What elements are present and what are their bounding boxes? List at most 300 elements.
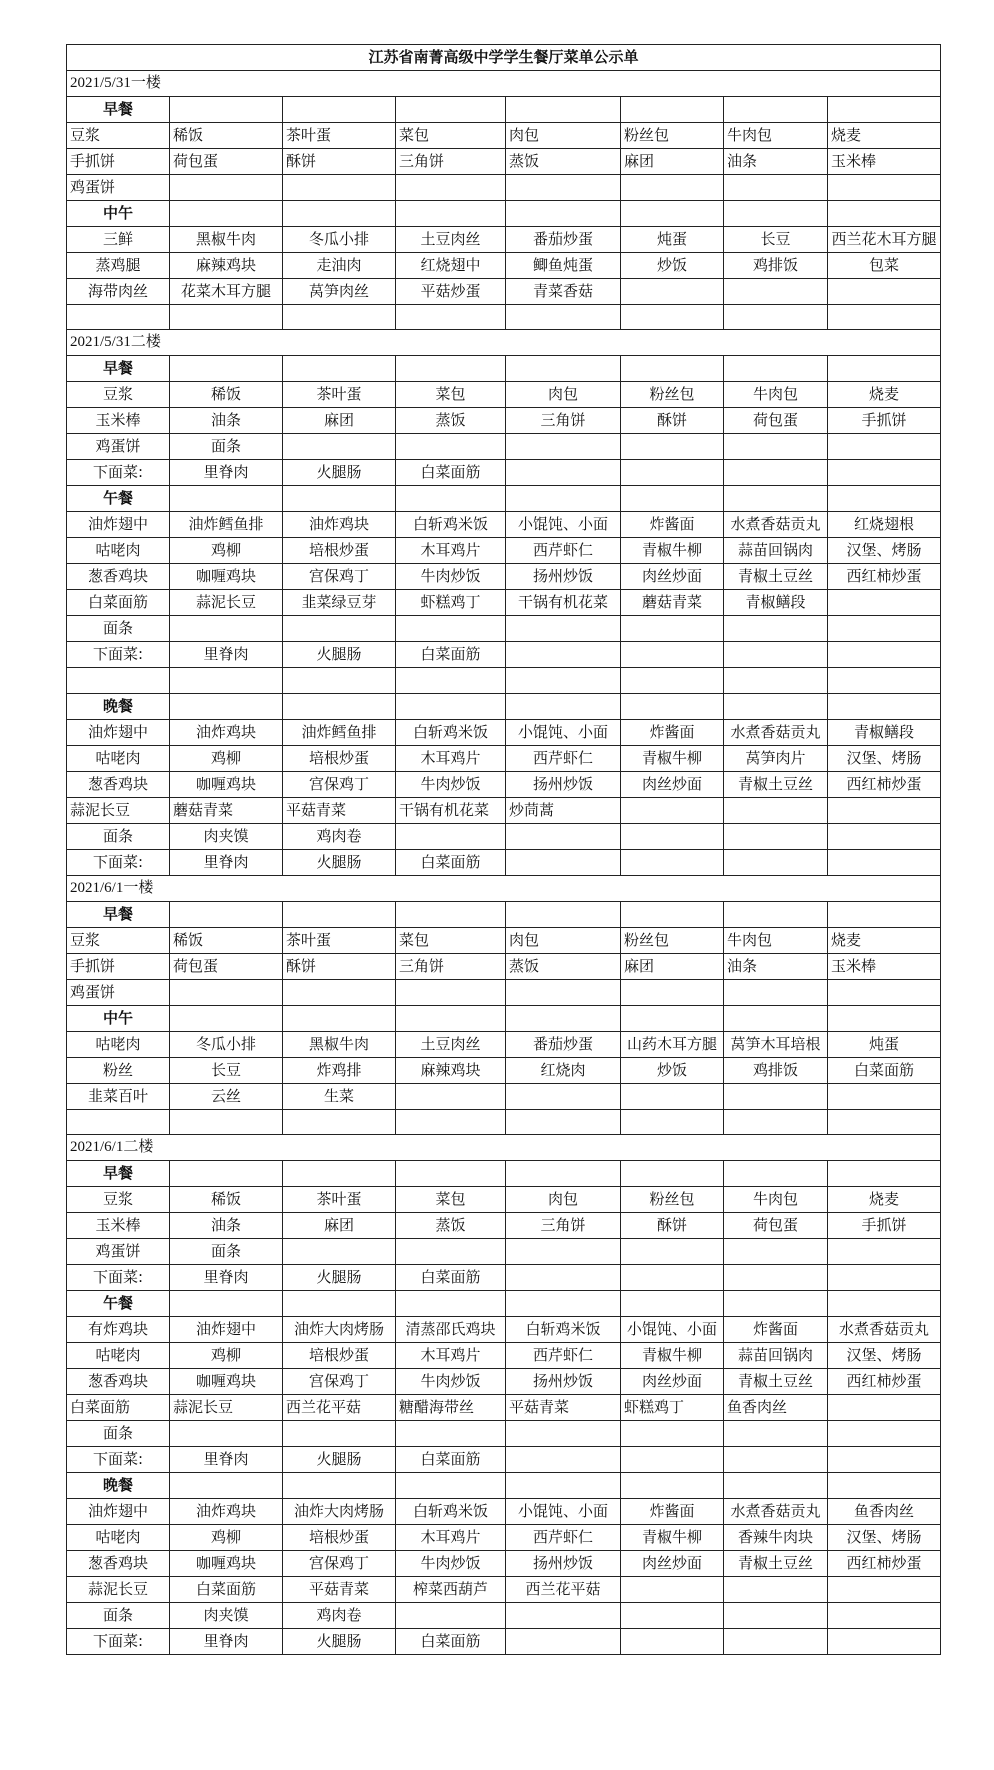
menu-cell: 菜包 [396,382,506,408]
menu-cell: 青椒鳝段 [828,719,941,745]
menu-cell: 西兰花木耳方腿 [828,227,941,253]
menu-cell [621,279,724,305]
menu-cell: 面条 [67,823,170,849]
menu-cell: 长豆 [724,227,828,253]
menu-cell: 葱香鸡块 [67,771,170,797]
menu-cell: 稀饭 [170,927,283,953]
menu-cell: 宫保鸡丁 [283,1369,396,1395]
empty-cell [506,1161,621,1187]
menu-cell: 玉米棒 [67,408,170,434]
menu-cell [828,1083,941,1109]
empty-cell [170,1005,283,1031]
menu-cell [396,175,506,201]
menu-cell [506,849,621,875]
menu-cell [724,279,828,305]
table-row [67,823,941,849]
menu-cell: 蒸鸡腿 [67,253,170,279]
menu-cell [396,1603,506,1629]
menu-cell: 鸡柳 [170,1525,283,1551]
menu-cell: 鸡排饭 [724,1057,828,1083]
menu-cell [506,1629,621,1655]
table-row [67,771,941,797]
menu-cell [170,1421,283,1447]
menu-cell: 牛肉包 [724,123,828,149]
menu-cell: 培根炒蛋 [283,745,396,771]
menu-cell: 咖喱鸡块 [170,564,283,590]
menu-cell [828,1395,941,1421]
table-row [67,745,941,771]
menu-cell [724,616,828,642]
menu-cell: 三角饼 [396,149,506,175]
empty-cell [724,356,828,382]
menu-cell: 青椒牛柳 [621,1525,724,1551]
menu-cell: 木耳鸡片 [396,538,506,564]
menu-cell: 小馄饨、小面 [506,719,621,745]
menu-cell: 海带肉丝 [67,279,170,305]
menu-cell: 下面菜: [67,1629,170,1655]
meal-label: 晚餐 [67,693,170,719]
menu-cell: 油条 [170,1213,283,1239]
menu-cell [621,460,724,486]
table-row [67,1239,941,1265]
menu-cell: 手抓饼 [67,953,170,979]
table-row [67,979,941,1005]
menu-cell: 蒸饭 [506,149,621,175]
menu-cell: 荷包蛋 [724,1213,828,1239]
menu-cell [396,434,506,460]
menu-cell: 番茄炒蛋 [506,1031,621,1057]
empty-cell [506,486,621,512]
menu-cell [828,642,941,668]
menu-cell [828,616,941,642]
menu-cell: 扬州炒饭 [506,771,621,797]
menu-cell: 炸酱面 [621,719,724,745]
menu-cell [828,590,941,616]
menu-cell [621,1265,724,1291]
menu-cell: 土豆肉丝 [396,227,506,253]
menu-cell: 豆浆 [67,1187,170,1213]
empty-cell [828,1291,941,1317]
menu-cell [283,616,396,642]
menu-cell: 平菇青菜 [283,797,396,823]
meal-label: 早餐 [67,1161,170,1187]
empty-cell [283,201,396,227]
table-row [67,668,941,693]
empty-cell [828,693,941,719]
menu-cell: 白菜面筋 [828,1057,941,1083]
menu-cell: 牛肉包 [724,927,828,953]
menu-cell: 油炸翅中 [67,1499,170,1525]
empty-cell [396,486,506,512]
menu-cell: 咖喱鸡块 [170,771,283,797]
empty-cell [621,693,724,719]
menu-cell: 红烧翅中 [396,253,506,279]
menu-cell: 油条 [724,953,828,979]
menu-cell: 黑椒牛肉 [283,1031,396,1057]
menu-cell: 土豆肉丝 [396,1031,506,1057]
empty-cell [283,1005,396,1031]
meal-header-row [67,201,941,227]
table-row [67,538,941,564]
table-row [67,408,941,434]
menu-cell: 酥饼 [283,953,396,979]
menu-cell: 里脊肉 [170,1265,283,1291]
menu-cell: 粉丝包 [621,382,724,408]
table-row [67,1395,941,1421]
menu-cell: 炸鸡排 [283,1057,396,1083]
menu-cell: 水煮香菇贡丸 [724,512,828,538]
menu-cell [170,668,283,693]
menu-cell [506,434,621,460]
menu-cell: 油炸鸡块 [170,1499,283,1525]
menu-cell: 牛肉包 [724,1187,828,1213]
menu-cell: 白菜面筋 [396,1447,506,1473]
menu-cell [828,1603,941,1629]
menu-cell: 火腿肠 [283,1629,396,1655]
table-row [67,1447,941,1473]
meal-header-row [67,693,941,719]
empty-cell [283,1291,396,1317]
table-row [67,953,941,979]
menu-cell: 虾糕鸡丁 [396,590,506,616]
menu-cell: 牛肉炒饭 [396,771,506,797]
menu-cell [724,668,828,693]
menu-cell [506,1109,621,1134]
menu-cell: 虾糕鸡丁 [621,1395,724,1421]
menu-cell: 火腿肠 [283,849,396,875]
table-row [67,175,941,201]
empty-cell [283,901,396,927]
table-row [67,1525,941,1551]
menu-cell: 肉丝炒面 [621,1551,724,1577]
menu-cell: 白菜面筋 [396,1265,506,1291]
menu-cell [67,668,170,693]
menu-cell [506,1083,621,1109]
table-row [67,590,941,616]
menu-cell: 油炸鸡块 [170,719,283,745]
table-row [67,616,941,642]
page-title: 江苏省南菁高级中学学生餐厅菜单公示单 [67,45,941,71]
menu-cell [396,1421,506,1447]
menu-cell: 鸡柳 [170,1343,283,1369]
meal-label: 早餐 [67,901,170,927]
menu-cell [506,1239,621,1265]
empty-cell [170,1161,283,1187]
section-date: 2021/6/1一楼 [67,875,941,901]
menu-cell: 红烧肉 [506,1057,621,1083]
menu-cell [170,175,283,201]
menu-cell: 炸酱面 [621,1499,724,1525]
menu-cell: 蒜苗回锅肉 [724,1343,828,1369]
menu-cell [506,460,621,486]
empty-cell [170,693,283,719]
empty-cell [621,97,724,123]
menu-cell: 小馄饨、小面 [506,1499,621,1525]
menu-cell [396,979,506,1005]
menu-cell: 肉丝炒面 [621,1369,724,1395]
menu-cell: 茶叶蛋 [283,927,396,953]
menu-cell: 茶叶蛋 [283,1187,396,1213]
menu-cell: 面条 [67,1603,170,1629]
menu-cell: 蒸饭 [396,1213,506,1239]
empty-cell [283,97,396,123]
table-row [67,564,941,590]
menu-cell: 莴笋肉片 [724,745,828,771]
menu-cell [724,849,828,875]
menu-cell: 稀饭 [170,382,283,408]
menu-cell [621,434,724,460]
menu-cell: 水煮香菇贡丸 [724,719,828,745]
menu-cell: 炸酱面 [621,512,724,538]
table-row [67,927,941,953]
menu-cell [283,1239,396,1265]
menu-cell: 肉包 [506,1187,621,1213]
menu-cell: 干锅有机花菜 [506,590,621,616]
menu-cell: 面条 [67,1421,170,1447]
menu-cell [621,1603,724,1629]
menu-cell: 油炸鳕鱼排 [283,719,396,745]
table-row [67,797,941,823]
menu-cell: 下面菜: [67,460,170,486]
menu-cell: 红烧翅根 [828,512,941,538]
menu-cell [828,979,941,1005]
menu-cell [283,979,396,1005]
menu-cell: 手抓饼 [828,408,941,434]
table-row [67,512,941,538]
table-row [67,1031,941,1057]
menu-cell: 鱼香肉丝 [828,1499,941,1525]
menu-cell: 咖喱鸡块 [170,1369,283,1395]
menu-cell: 鸡肉卷 [283,823,396,849]
menu-cell: 蘑菇青菜 [621,590,724,616]
menu-cell [724,1629,828,1655]
menu-cell: 西芹虾仁 [506,538,621,564]
menu-cell: 火腿肠 [283,1447,396,1473]
menu-cell: 山药木耳方腿 [621,1031,724,1057]
empty-cell [506,356,621,382]
menu-cell: 下面菜: [67,642,170,668]
menu-cell [396,1109,506,1134]
menu-cell: 云丝 [170,1083,283,1109]
menu-cell: 鸡肉卷 [283,1603,396,1629]
menu-cell: 青椒牛柳 [621,1343,724,1369]
menu-cell: 西芹虾仁 [506,745,621,771]
menu-cell: 糖醋海带丝 [396,1395,506,1421]
menu-cell: 蒜泥长豆 [170,1395,283,1421]
date-row [67,330,941,356]
menu-cell: 走油肉 [283,253,396,279]
meal-header-row [67,1291,941,1317]
menu-cell [170,979,283,1005]
menu-cell: 肉夹馍 [170,823,283,849]
menu-cell: 油炸翅中 [170,1317,283,1343]
menu-cell [724,642,828,668]
menu-cell: 玉米棒 [828,953,941,979]
menu-cell [828,668,941,693]
menu-cell: 麻辣鸡块 [170,253,283,279]
menu-cell: 榨菜西葫芦 [396,1577,506,1603]
menu-cell: 白菜面筋 [170,1577,283,1603]
menu-cell [621,1629,724,1655]
empty-cell [283,693,396,719]
menu-cell: 平菇青菜 [506,1395,621,1421]
menu-cell [396,305,506,330]
menu-cell [506,616,621,642]
empty-cell [283,1473,396,1499]
menu-cell: 油条 [724,149,828,175]
menu-cell: 肉丝炒面 [621,564,724,590]
meal-header-row [67,356,941,382]
menu-cell: 青椒牛柳 [621,538,724,564]
menu-cell: 扬州炒饭 [506,564,621,590]
menu-cell: 菜包 [396,1187,506,1213]
empty-cell [621,1161,724,1187]
menu-cell: 菜包 [396,927,506,953]
menu-cell: 三鲜 [67,227,170,253]
menu-cell [506,175,621,201]
menu-cell [283,434,396,460]
menu-cell: 酥饼 [283,149,396,175]
menu-cell: 肉包 [506,927,621,953]
empty-cell [621,356,724,382]
menu-cell [506,1603,621,1629]
menu-cell [828,1447,941,1473]
menu-cell: 麻团 [621,953,724,979]
menu-cell: 木耳鸡片 [396,1525,506,1551]
empty-cell [724,1161,828,1187]
table-row [67,1213,941,1239]
menu-cell: 鸡蛋饼 [67,1239,170,1265]
meal-header-row [67,901,941,927]
menu-cell: 油炸大肉烤肠 [283,1499,396,1525]
empty-cell [724,201,828,227]
menu-cell: 咕咾肉 [67,538,170,564]
menu-cell: 火腿肠 [283,460,396,486]
table-row [67,1603,941,1629]
menu-cell [828,460,941,486]
menu-cell: 鸡蛋饼 [67,434,170,460]
menu-cell: 粉丝 [67,1057,170,1083]
menu-cell: 有炸鸡块 [67,1317,170,1343]
empty-cell [170,901,283,927]
empty-cell [621,1291,724,1317]
empty-cell [724,1291,828,1317]
menu-cell [828,849,941,875]
menu-cell: 水煮香菇贡丸 [724,1499,828,1525]
menu-cell: 蘑菇青菜 [170,797,283,823]
menu-cell: 白斩鸡米饭 [396,512,506,538]
menu-cell: 咕咾肉 [67,745,170,771]
menu-cell: 木耳鸡片 [396,1343,506,1369]
meal-header-row [67,97,941,123]
menu-cell: 里脊肉 [170,1629,283,1655]
menu-cell: 葱香鸡块 [67,1369,170,1395]
menu-cell [621,797,724,823]
menu-cell [506,642,621,668]
menu-cell: 牛肉炒饭 [396,564,506,590]
menu-cell: 炒饭 [621,253,724,279]
menu-cell: 西兰花平菇 [506,1577,621,1603]
empty-cell [283,356,396,382]
menu-cell: 青菜香菇 [506,279,621,305]
menu-cell: 牛肉炒饭 [396,1551,506,1577]
menu-cell [396,823,506,849]
table-row [67,1369,941,1395]
menu-cell: 面条 [170,1239,283,1265]
empty-cell [724,693,828,719]
menu-cell: 里脊肉 [170,1447,283,1473]
menu-cell [828,1239,941,1265]
menu-cell: 木耳鸡片 [396,745,506,771]
menu-cell: 麻团 [283,1213,396,1239]
menu-cell: 油炸鳕鱼排 [170,512,283,538]
menu-cell [828,1577,941,1603]
menu-cell: 三角饼 [506,408,621,434]
menu-cell: 青椒土豆丝 [724,564,828,590]
menu-cell: 烧麦 [828,1187,941,1213]
menu-cell: 宫保鸡丁 [283,771,396,797]
menu-cell [724,1083,828,1109]
menu-cell: 培根炒蛋 [283,538,396,564]
menu-cell: 白菜面筋 [396,1629,506,1655]
table-row [67,434,941,460]
menu-cell [828,1421,941,1447]
meal-label: 午餐 [67,486,170,512]
table-row [67,1421,941,1447]
menu-cell: 宫保鸡丁 [283,1551,396,1577]
menu-cell: 蒸饭 [396,408,506,434]
menu-cell: 面条 [67,616,170,642]
menu-cell: 冬瓜小排 [170,1031,283,1057]
menu-cell: 扬州炒饭 [506,1551,621,1577]
menu-cell: 冬瓜小排 [283,227,396,253]
menu-cell: 汉堡、烤肠 [828,745,941,771]
menu-cell: 豆浆 [67,382,170,408]
menu-cell [621,175,724,201]
menu-cell: 水煮香菇贡丸 [828,1317,941,1343]
meal-header-row [67,1473,941,1499]
menu-cell [724,305,828,330]
menu-cell: 香辣牛肉块 [724,1525,828,1551]
menu-cell [170,616,283,642]
table-row [67,305,941,330]
menu-cell: 白斩鸡米饭 [506,1317,621,1343]
menu-cell [828,434,941,460]
menu-cell [396,1083,506,1109]
menu-cell: 蒸饭 [506,953,621,979]
meal-label: 午餐 [67,1291,170,1317]
menu-cell: 油炸翅中 [67,512,170,538]
empty-cell [621,486,724,512]
meal-label: 中午 [67,1005,170,1031]
empty-cell [506,1291,621,1317]
menu-cell: 烧麦 [828,123,941,149]
empty-cell [396,693,506,719]
menu-cell [283,1109,396,1134]
menu-cell [621,849,724,875]
menu-cell: 咕咾肉 [67,1031,170,1057]
menu-cell: 西芹虾仁 [506,1525,621,1551]
menu-cell: 鸡蛋饼 [67,979,170,1005]
menu-cell: 西芹虾仁 [506,1343,621,1369]
empty-cell [396,1291,506,1317]
menu-cell [170,1109,283,1134]
table-row [67,1057,941,1083]
menu-cell: 小馄饨、小面 [621,1317,724,1343]
menu-cell: 蒜苗回锅肉 [724,538,828,564]
meal-label: 早餐 [67,356,170,382]
menu-cell: 莴笋木耳培根 [724,1031,828,1057]
